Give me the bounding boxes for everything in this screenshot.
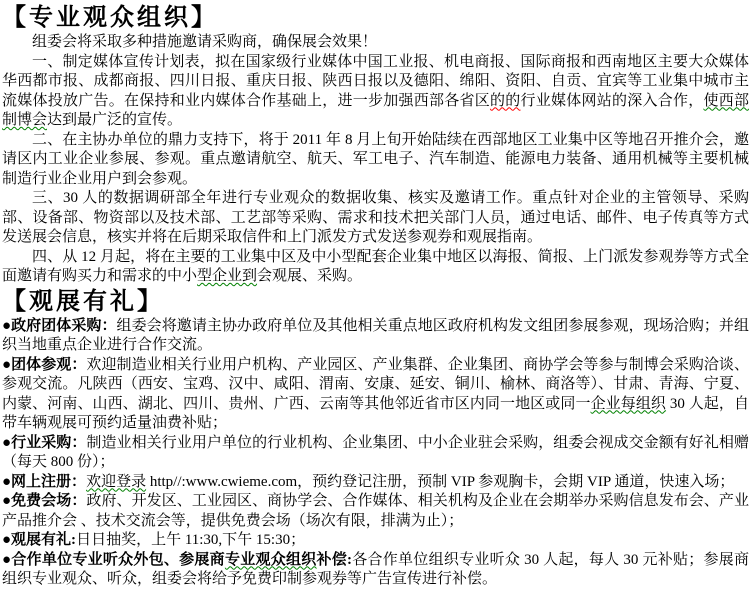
grammar-marked-phrase: 专业观众组织 xyxy=(224,551,317,568)
bullet-partner-compensation xyxy=(2,551,749,590)
bullet-government-group-purchase xyxy=(2,317,749,356)
bullet-label: ●团体参观： xyxy=(2,356,87,373)
bullet-label: ●观展有礼: xyxy=(2,532,77,548)
paragraph-data-research: 三、30 人的数据调研部全年进行专业观众的数据收集、核实及邀请工作。重点针对企业的主管领导、采购部、设备部、物资部以及技术部、工艺部等采购、需求和技术把关部门人员，通过电话、邮件、电子传真等方式发送展会信息，核实并将在后期采取信件和上门派发方式发送参观券和观展指南。 xyxy=(2,190,749,245)
text-run: 30 人起，自带车辆观展可预约适量油费补贴； xyxy=(2,395,749,431)
text-run: 各合作单位组织专业听众 30 人起，每人 30 元补贴；参展商组织专业观众、听众，组委会将给予免费印制参观券等广告宣传进行补偿。 xyxy=(2,551,749,587)
paragraph-promotion-meetings: 二、在主协办单位的鼎力支持下，将于 2011 年 8 月上旬开始陆续在西部地区工业集中区等地召开推介会，邀请区内工业企业参展、参观。重点邀请航空、航天、军工电子、汽车制造、能源电力装备、通用机械等主要机械制造行业企业用户到会参观。 xyxy=(2,131,749,187)
text-run: 政府、开发区、工业园区、商协学会、合作媒体、相关机构及企业在会期举办采购信息发布会、产业产品推介会 、技术交流会等，提供免费会场（场次有限，排满为止）； xyxy=(2,493,749,529)
bullet-online-registration xyxy=(2,473,749,493)
text-run: 一、制定媒体宣传计划表，拟在国家级行业媒体中国工业报、机电商报、国际商报和西南地区主要大众媒体华西都市报、成都商报、四川日报、重庆日报、陕西日报以及德阳、绵阳、资阳、自贡、宜宾等工业集中城市主流媒体投放广告。在保持和业内媒体合作基础上，进一步加强西部各省区 xyxy=(2,53,749,109)
text-run: 组委会将邀请主协办政府单位及其他相关重点地区政府机构发文组团参展参观，现场洽购；并组织当地重点企业进行合作交流。 xyxy=(2,317,749,353)
text-run: 会观展、采购。 xyxy=(257,268,363,284)
bullet-daily-lottery xyxy=(2,531,749,551)
bullet-label: ●网上注册： xyxy=(2,473,87,490)
section-title-visit-rewards: 【观展有礼】 xyxy=(2,288,164,315)
bullet-free-venue xyxy=(2,492,749,531)
intro-line: 组委会将采取多种措施邀请采购商，确保展会效果！ xyxy=(32,34,378,50)
spellcheck-duplicate-word: 的的 xyxy=(489,92,521,109)
grammar-marked-phrase: 型企业到 xyxy=(197,268,258,284)
bullet-label: ●行业采购： xyxy=(2,434,87,451)
grammar-marked-phrase: 欢迎登录 xyxy=(86,473,147,490)
grammar-marked-phrase: 使西部制博会 xyxy=(2,92,749,128)
text-run: 行业媒体网站的深入合作， xyxy=(520,92,704,109)
text-run: 制造业相关行业用户单位的行业机构、企业集团、中小企业驻会采购，组委会视成交金额有好礼相赠（每天 800 份）； xyxy=(2,434,749,470)
grammar-marked-phrase: 企业每组织 xyxy=(590,395,667,412)
text-run: 日日抽奖，上午 11:30,下午 15:30； xyxy=(76,532,306,548)
text-run: ，预约登记注册，预制 VIP 参观胸卡，会期 VIP 通道，快速入场； xyxy=(297,473,735,490)
bullet-label: 补偿: xyxy=(316,551,353,568)
bullet-label: ●合作单位专业听众外包、参展商 xyxy=(2,551,225,568)
bullet-industry-purchase xyxy=(2,434,749,473)
text-run: 欢迎制造业相关行业用户机构、产业园区、产业集群、企业集团、商协学会等参与制博会采购洽谈、参观交流。凡陕西（西安、宝鸡、汉中、咸阳、渭南、安康、延安、铜川、榆林、商洛等）、甘肃、青海、宁夏、内蒙、河南、山西、湖北、四川、贵州、广西、云南等其他邻近省市区内同一地区或同一 xyxy=(2,356,749,412)
bullet-label: ●免费会场： xyxy=(2,493,87,509)
text-run: 达到最广泛的宣传。 xyxy=(47,112,183,128)
bullet-label: ●政府团体采购： xyxy=(2,317,117,334)
section-title-professional-audience: 【专业观众组织】 xyxy=(2,5,218,31)
website-url[interactable]: http//:www.cwieme.com xyxy=(146,473,298,490)
text-run: 四、从 12 月起，将在主要的工业集中区及中小型配套企业集中地区以海报、简报、上门派发参观券等方式全面邀请有购买力和需求的中小 xyxy=(2,248,749,284)
paragraph-media-plan xyxy=(2,53,749,131)
paragraph-december-invites xyxy=(2,248,749,287)
bullet-group-visit xyxy=(2,356,749,434)
